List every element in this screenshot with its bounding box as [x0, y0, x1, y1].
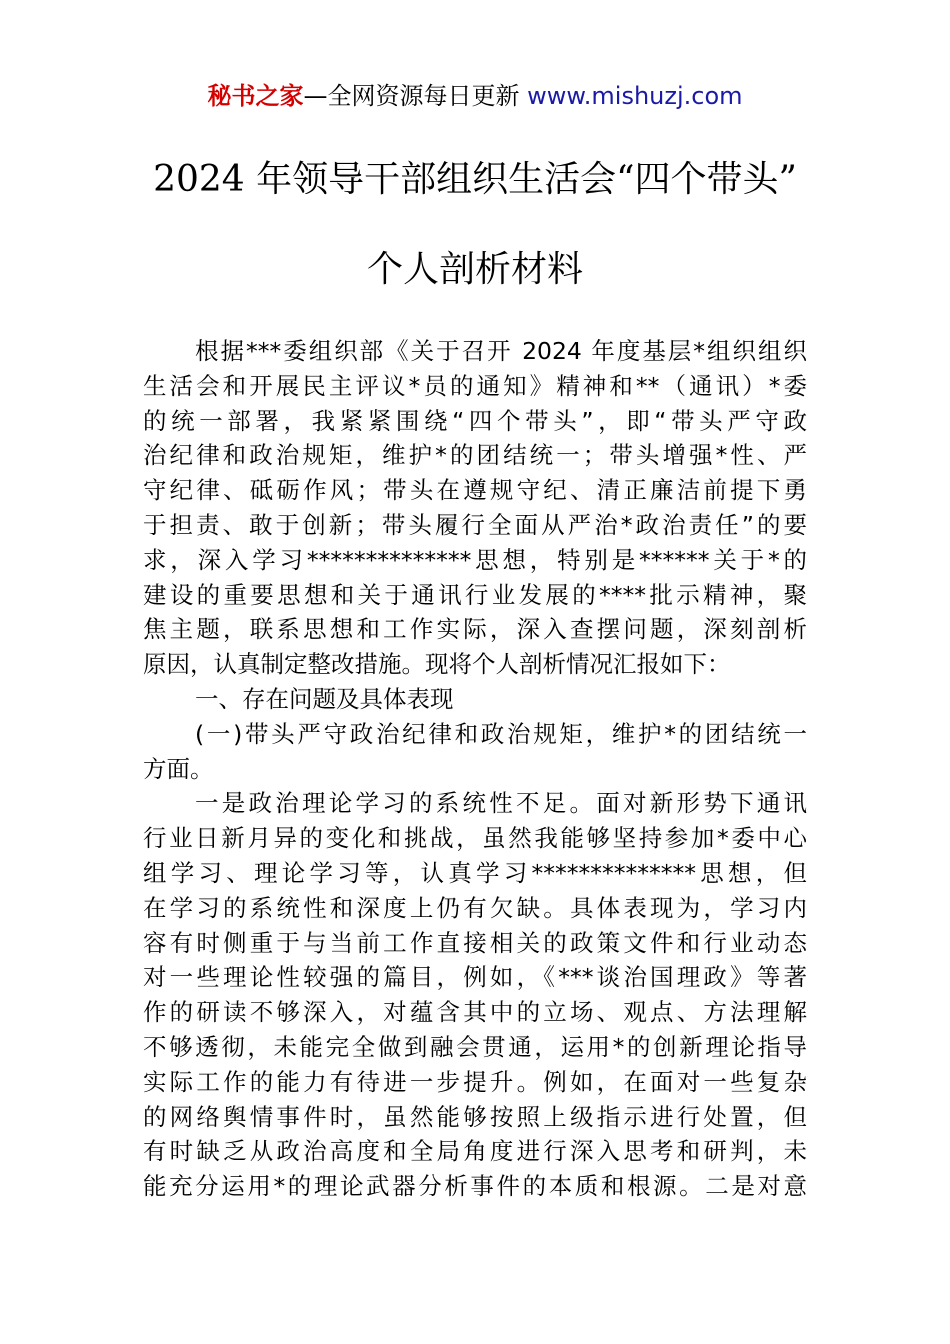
body-line: 实际工作的能力有待进一步提升。例如，在面对一些复杂: [143, 1067, 807, 1096]
body-line: 于担责、敢于创新；带头履行全面从严治*政治责任”的要: [143, 510, 807, 539]
body-line: 作的研读不够深入，对蕴含其中的立场、观点、方法理解: [143, 998, 807, 1027]
body-line: 求，深入学习**************思想，特别是******关于*的: [143, 545, 807, 574]
body-line: 原因，认真制定整改措施。现将个人剖析情况汇报如下：: [143, 650, 731, 679]
body-line: 能充分运用*的理论武器分析事件的本质和根源。二是对意: [143, 1172, 807, 1201]
header-tagline: —全网资源每日更新: [303, 82, 528, 110]
site-header: [0, 80, 950, 112]
body-line: 一是政治理论学习的系统性不足。面对新形势下通讯: [195, 789, 807, 818]
document-body: [143, 334, 807, 1204]
section-heading: 一、存在问题及具体表现: [195, 684, 454, 713]
body-line: 容有时侧重于与当前工作直接相关的政策文件和行业动态: [143, 928, 807, 957]
body-line: 组学习、理论学习等，认真学习**************思想，但: [143, 858, 807, 887]
body-line: 在学习的系统性和深度上仍有欠缺。具体表现为，学习内: [143, 893, 807, 922]
brand-name: 秘书之家: [207, 82, 304, 110]
body-line: 不够透彻，未能完全做到融会贯通，运用*的创新理论指导: [143, 1032, 807, 1061]
body-line: 的网络舆情事件时，虽然能够按照上级指示进行处置，但: [143, 1102, 807, 1131]
subsection-heading-cont: 方面。: [143, 754, 214, 783]
document-title-line-2: 个人剖析材料: [366, 249, 583, 290]
body-line: 对一些理论性较强的篇目，例如，《***谈治国理政》等著: [143, 963, 807, 992]
body-line: 守纪律、砥砺作风；带头在遵规守纪、清正廉洁前提下勇: [143, 476, 807, 505]
body-line: 有时缺乏从政治高度和全局角度进行深入思考和研判，未: [143, 1137, 807, 1166]
subsection-heading: (一)带头严守政治纪律和政治规矩，维护*的团结统一: [195, 719, 807, 748]
body-line: 行业日新月异的变化和挑战，虽然我能够坚持参加*委中心: [143, 824, 807, 853]
body-line: 根据***委组织部《关于召开 2024 年度基层*组织组织: [195, 337, 807, 365]
body-line: 治纪律和政治规矩，维护*的团结统一；带头增强*性、严: [143, 441, 807, 470]
body-line: 的统一部署，我紧紧围绕“四个带头”，即“带头严守政: [143, 406, 807, 435]
site-url-link[interactable]: www.mishuzj.com: [527, 82, 743, 110]
body-line: 建设的重要思想和关于通讯行业发展的****批示精神，聚: [143, 580, 807, 609]
body-line: 焦主题，联系思想和工作实际，深入查摆问题，深刻剖析: [143, 615, 807, 644]
document-title-line-1: 2024 年领导干部组织生活会“四个带头”: [153, 159, 797, 200]
body-line: 生活会和开展民主评议*员的通知》精神和**（通讯）*委: [143, 371, 807, 400]
